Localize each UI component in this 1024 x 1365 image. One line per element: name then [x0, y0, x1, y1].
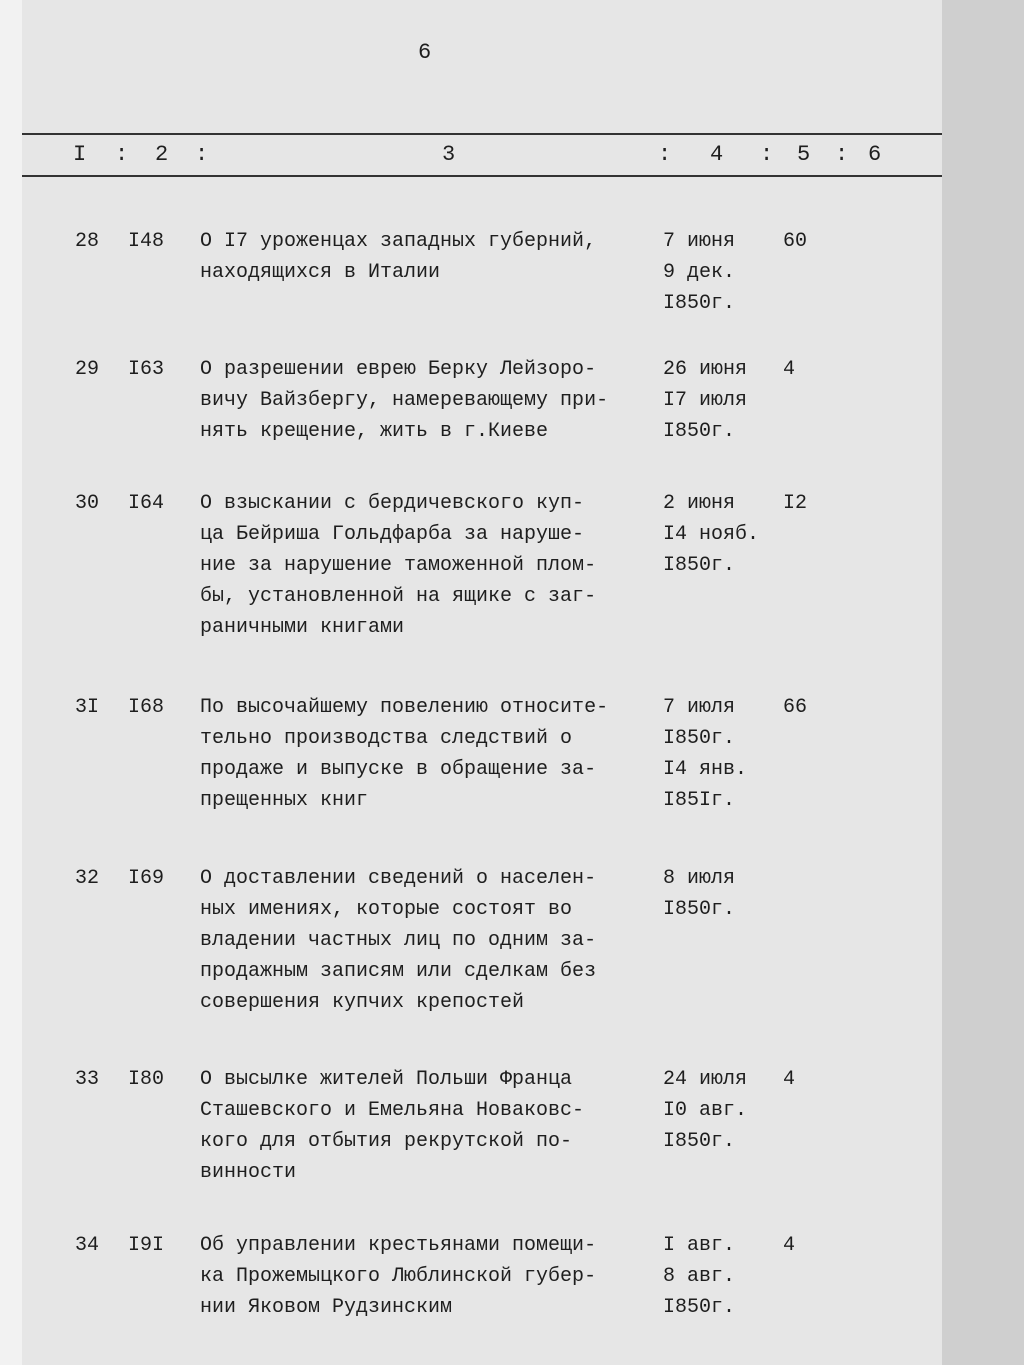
dates: [663, 863, 778, 925]
date-line: I850г.: [663, 1296, 736, 1319]
description-line: Сташевского и Емельяна Новаковс-: [200, 1099, 585, 1122]
col-header-4: 4: [710, 142, 724, 167]
date-line: I850г.: [663, 727, 736, 750]
description: [200, 1230, 660, 1323]
date-line: I4 нояб.: [663, 523, 760, 546]
description-line: вичу Вайзбергу, намеревающему при-: [200, 389, 609, 412]
description-line: О доставлении сведений о населен-: [200, 867, 597, 890]
col-header-1: I: [73, 142, 87, 167]
date-line: I85Iг.: [663, 789, 736, 812]
page-count: 4: [783, 1234, 796, 1257]
dates: [663, 692, 778, 816]
file-number: I9I: [128, 1234, 165, 1257]
date-line: I850г.: [663, 420, 736, 443]
header-top-rule: [22, 133, 942, 135]
page-count: 4: [783, 1068, 796, 1091]
description-line: ка Прожемыцкого Люблинской губер-: [200, 1265, 597, 1288]
date-line: 9 дек.: [663, 261, 736, 284]
page-count: I2: [783, 492, 808, 515]
description-line: О I7 уроженцах западных губерний,: [200, 230, 597, 253]
col-sep: :: [658, 142, 672, 167]
description: [200, 692, 660, 816]
col-header-6: 6: [868, 142, 882, 167]
date-line: I авг.: [663, 1234, 736, 1257]
description-line: находящихся в Италии: [200, 261, 441, 284]
dates: [663, 488, 778, 581]
description-line: ных имениях, которые состоят во: [200, 898, 573, 921]
col-sep: :: [760, 142, 774, 167]
description-line: владении частных лиц по одним за-: [200, 929, 597, 952]
description-line: О разрешении еврею Берку Лейзоро-: [200, 358, 597, 381]
page-number: 6: [418, 40, 432, 65]
row-number: 28: [75, 230, 100, 253]
page-count: 4: [783, 358, 796, 381]
description-line: тельно производства следствий о: [200, 727, 573, 750]
date-line: I0 авг.: [663, 1099, 748, 1122]
row-number: 32: [75, 867, 100, 890]
description-line: ние за нарушение таможенной плом-: [200, 554, 597, 577]
col-header-5: 5: [797, 142, 811, 167]
description: [200, 226, 660, 288]
description-line: прещенных книг: [200, 789, 369, 812]
date-line: I850г.: [663, 1130, 736, 1153]
page-margin-shadow: [942, 0, 1024, 1365]
file-number: I80: [128, 1068, 165, 1091]
row-number: 3I: [75, 696, 100, 719]
previous-page-edge: [0, 0, 23, 1365]
header-bottom-rule: [22, 175, 942, 177]
col-sep: :: [195, 142, 209, 167]
date-line: 26 июня: [663, 358, 748, 381]
file-number: I68: [128, 696, 165, 719]
description-line: кого для отбытия рекрутской по-: [200, 1130, 573, 1153]
description-line: О взыскании с бердичевского куп-: [200, 492, 585, 515]
description-line: По высочайшему повелению относите-: [200, 696, 609, 719]
dates: [663, 1230, 778, 1323]
description: [200, 488, 660, 643]
dates: [663, 1064, 778, 1157]
description: [200, 1064, 660, 1188]
date-line: I850г.: [663, 292, 736, 315]
description-line: бы, установленной на ящике с заг-: [200, 585, 597, 608]
dates: [663, 226, 778, 319]
date-line: I850г.: [663, 554, 736, 577]
description-line: продаже и выпуске в обращение за-: [200, 758, 597, 781]
description-line: нять крещение, жить в г.Киеве: [200, 420, 549, 443]
col-header-2: 2: [155, 142, 169, 167]
page-count: 66: [783, 696, 808, 719]
date-line: 24 июля: [663, 1068, 748, 1091]
description-line: раничными книгами: [200, 616, 405, 639]
date-line: 7 июня: [663, 230, 736, 253]
description-line: О высылке жителей Польши Франца: [200, 1068, 573, 1091]
date-line: I7 июля: [663, 389, 748, 412]
row-number: 29: [75, 358, 100, 381]
description-line: винности: [200, 1161, 297, 1184]
file-number: I63: [128, 358, 165, 381]
description: [200, 863, 660, 1018]
file-number: I64: [128, 492, 165, 515]
date-line: I850г.: [663, 898, 736, 921]
description-line: совершения купчих крепостей: [200, 991, 525, 1014]
description-line: Об управлении крестьянами помещи-: [200, 1234, 597, 1257]
row-number: 34: [75, 1234, 100, 1257]
col-sep: :: [115, 142, 129, 167]
description-line: продажным записям или сделкам без: [200, 960, 597, 983]
date-line: 8 авг.: [663, 1265, 736, 1288]
col-sep: :: [835, 142, 849, 167]
page-count: 60: [783, 230, 808, 253]
row-number: 33: [75, 1068, 100, 1091]
date-line: 8 июля: [663, 867, 736, 890]
description-line: нии Яковом Рудзинским: [200, 1296, 453, 1319]
date-line: 7 июля: [663, 696, 736, 719]
file-number: I48: [128, 230, 165, 253]
file-number: I69: [128, 867, 165, 890]
date-line: 2 июня: [663, 492, 736, 515]
description-line: ца Бейриша Гольдфарба за наруше-: [200, 523, 585, 546]
row-number: 30: [75, 492, 100, 515]
date-line: I4 янв.: [663, 758, 748, 781]
dates: [663, 354, 778, 447]
col-header-3: 3: [442, 142, 456, 167]
description: [200, 354, 660, 447]
